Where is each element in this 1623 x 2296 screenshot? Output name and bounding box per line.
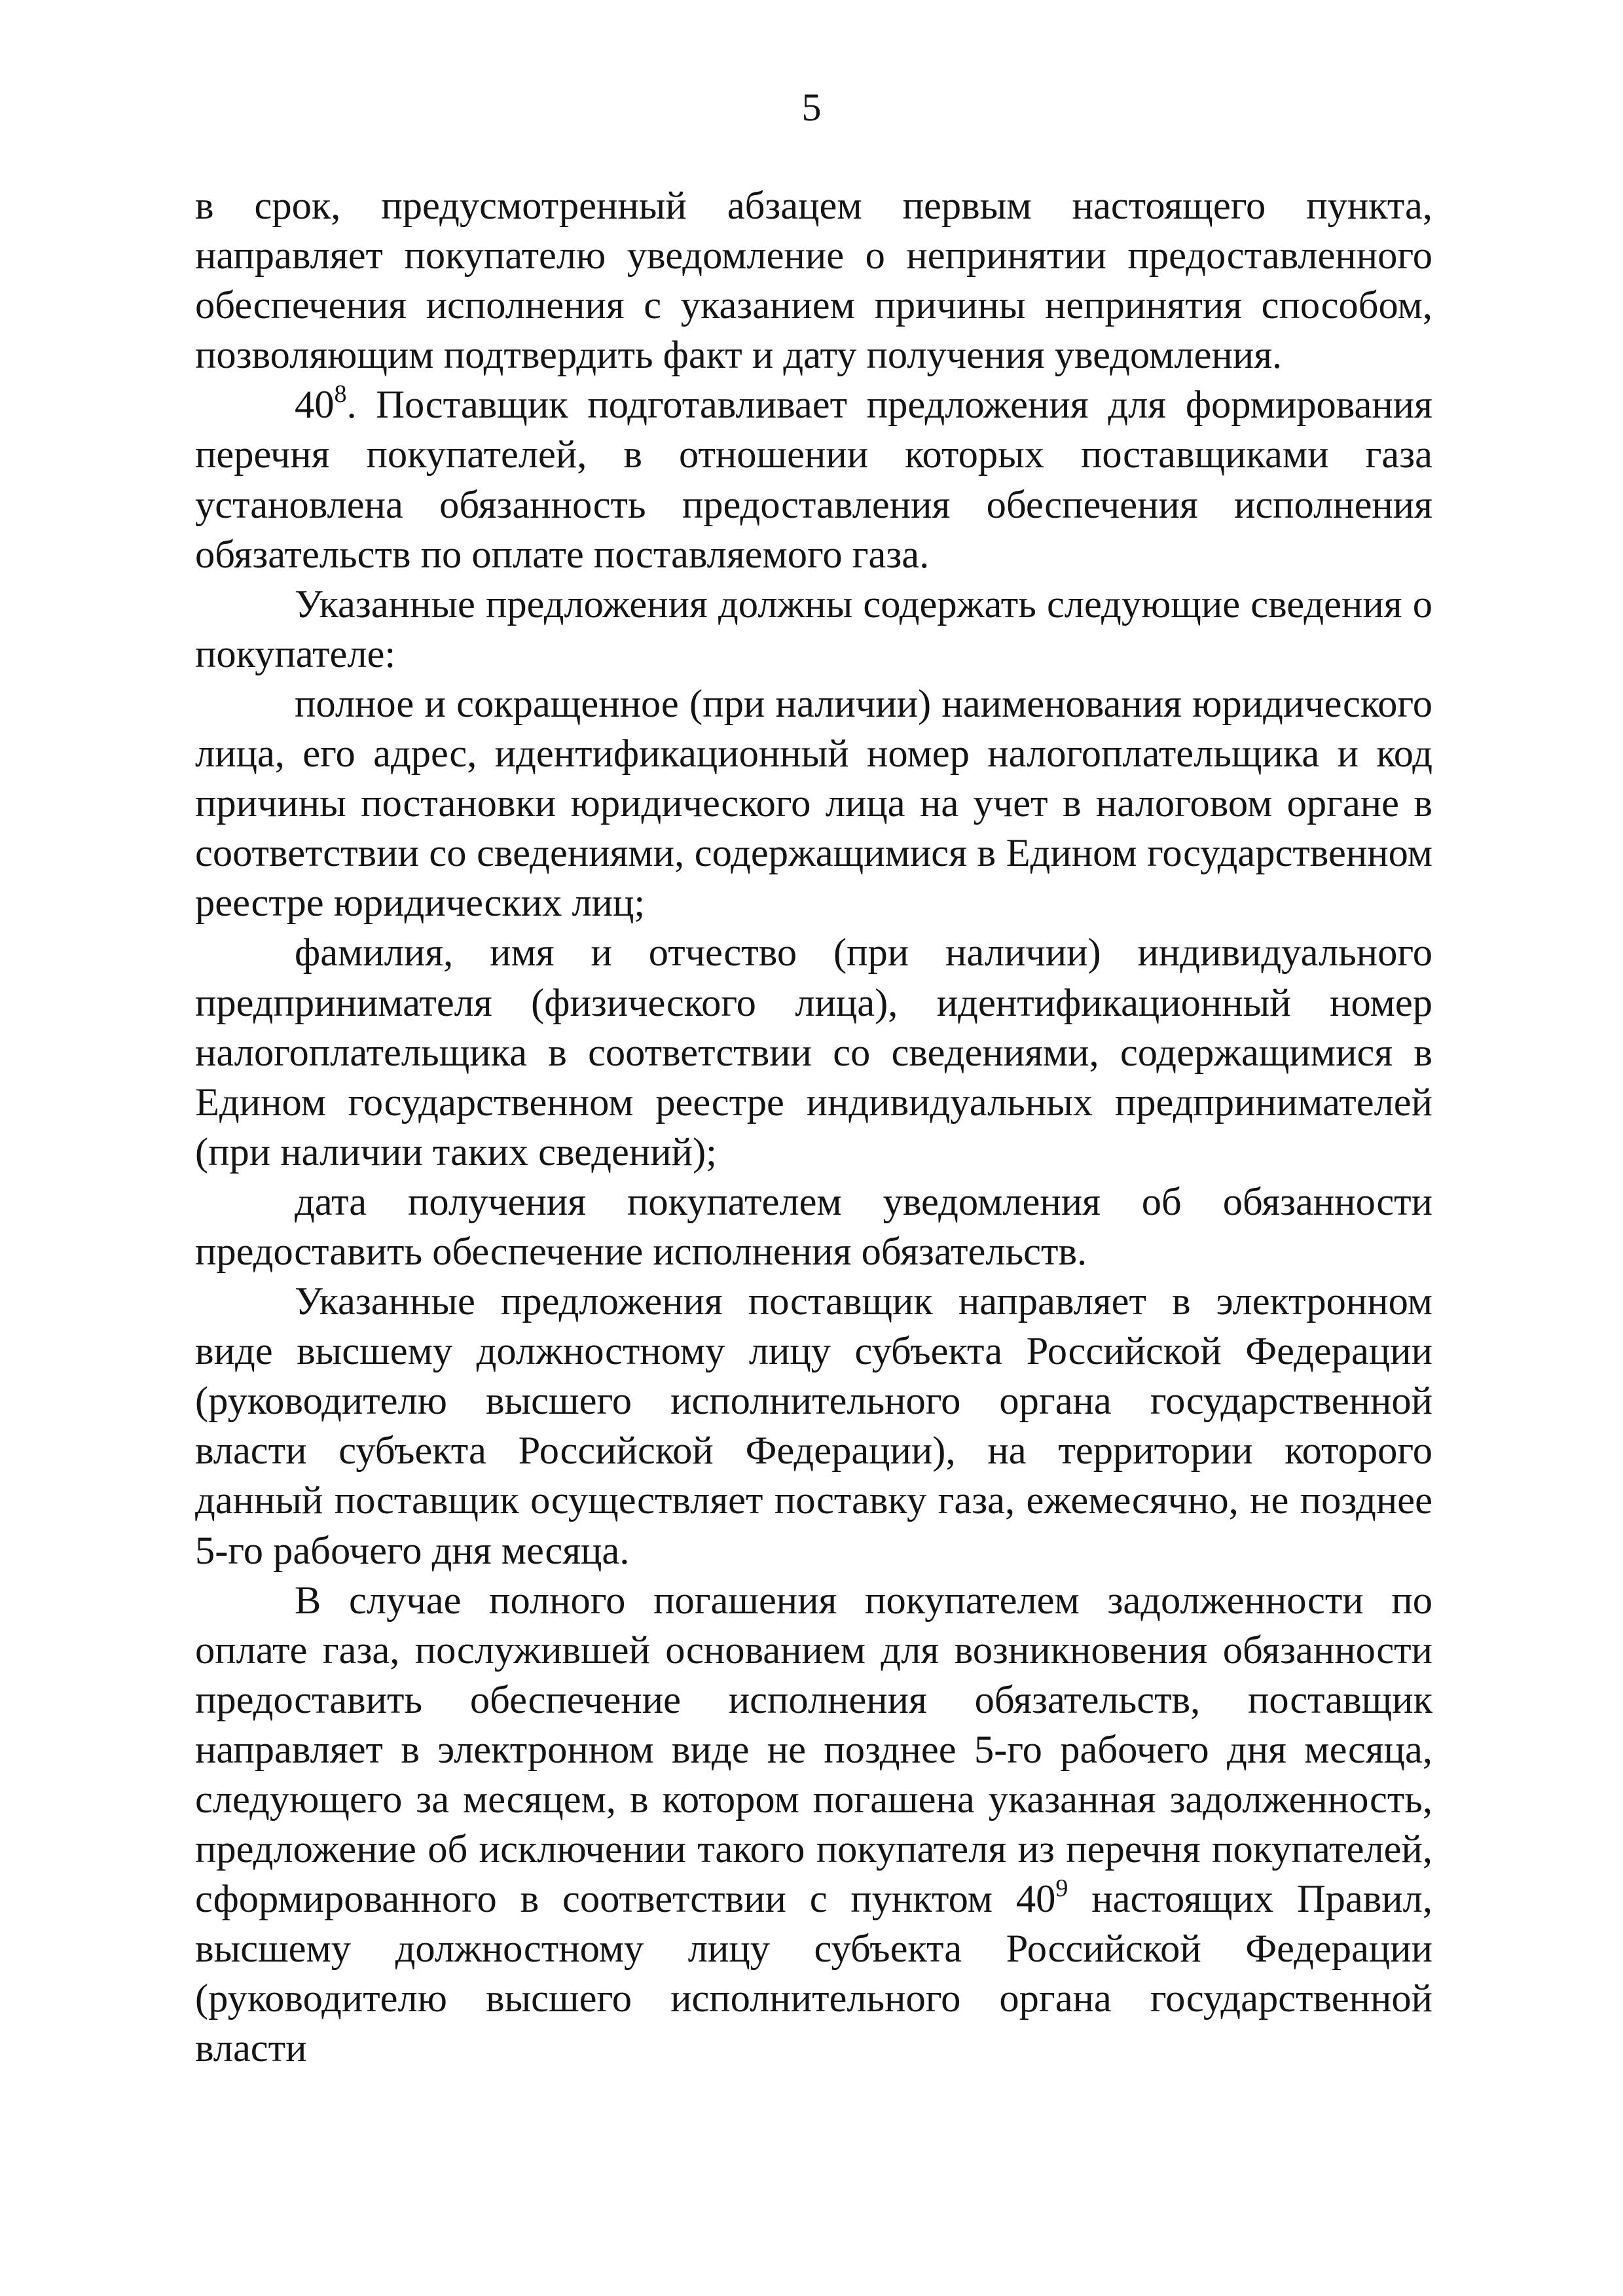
- debt-text-before: В случае полного погашения покупателем задолженности по оплате газа, послужившей основанием для возникновения обязанности предоставить обеспечение исполнения обязательств, поставщик направляет в электронном виде не позднее 5-го рабочего дня месяца, следующего за месяцем, в котором погашена указанная задолженность, предложение об исключении такого покупателя из перечня покупателей, сформированного в соответствии с пунктом: [195, 1578, 1432, 1922]
- paragraph-notice-of-rejection: в срок, предусмотренный абзацем первым настоящего пункта, направляет покупателю уведомление о непринятии предоставленного обеспечения исполнения с указанием причины непринятия способом, позволяющим подтвердить факт и дату получения уведомления.: [195, 184, 1432, 378]
- page-number: 5: [801, 86, 822, 129]
- rule-reference-superscript: 9: [1055, 1874, 1068, 1903]
- paragraph-notice-date: дата получения покупателем уведомления об обязанности предоставить обеспечение исполнения обязательств.: [195, 1179, 1432, 1274]
- paragraph-individual-entrepreneur: фамилия, имя и отчество (при наличии) индивидуального предпринимателя (физического лица), идентификационный номер налогоплательщика в соответствии со сведениями, содержащимися в Едином государственном реестре индивидуальных предпринимателей (при наличии таких сведений);: [195, 931, 1432, 1174]
- clause-superscript: 8: [334, 380, 347, 408]
- paragraph-required-info: Указанные предложения должны содержать следующие сведения о покупателе:: [195, 582, 1432, 676]
- debt-text-after: настоящих Правил, высшему должностному лицу субъекта Российской Федерации (руководителю высшего исполнительного органа государственной власти: [195, 1877, 1432, 2071]
- paragraph-legal-entity: полное и сокращенное (при наличии) наименования юридического лица, его адрес, идентификационный номер налогоплательщика и код причины постановки юридического лица на учет в налоговом органе в соответствии со сведениями, содержащимися в Едином государственном реестре юридических лиц;: [195, 681, 1432, 925]
- paragraph-clause-40-8: [195, 380, 1432, 579]
- document-body: [195, 181, 1432, 2074]
- clause-number: 40: [295, 383, 335, 427]
- paragraph-debt-repayment: [195, 1576, 1432, 2074]
- clause-text: . Поставщик подготавливает предложения для формирования перечня покупателей, в отношении которых поставщиками газа установлена обязанность предоставления обеспечения исполнения обязательств по оплате поставляемого газа.: [195, 383, 1432, 577]
- rule-reference-number: 40: [1015, 1877, 1056, 1922]
- paragraph-submission: Указанные предложения поставщик направляет в электронном виде высшему должностному лицу субъекта Российской Федерации (руководителю высшего исполнительного органа государственной власти субъекта Российской Федерации), на территории которого данный поставщик осуществляет поставку газа, ежемесячно, не позднее 5-го рабочего дня месяца.: [195, 1280, 1432, 1573]
